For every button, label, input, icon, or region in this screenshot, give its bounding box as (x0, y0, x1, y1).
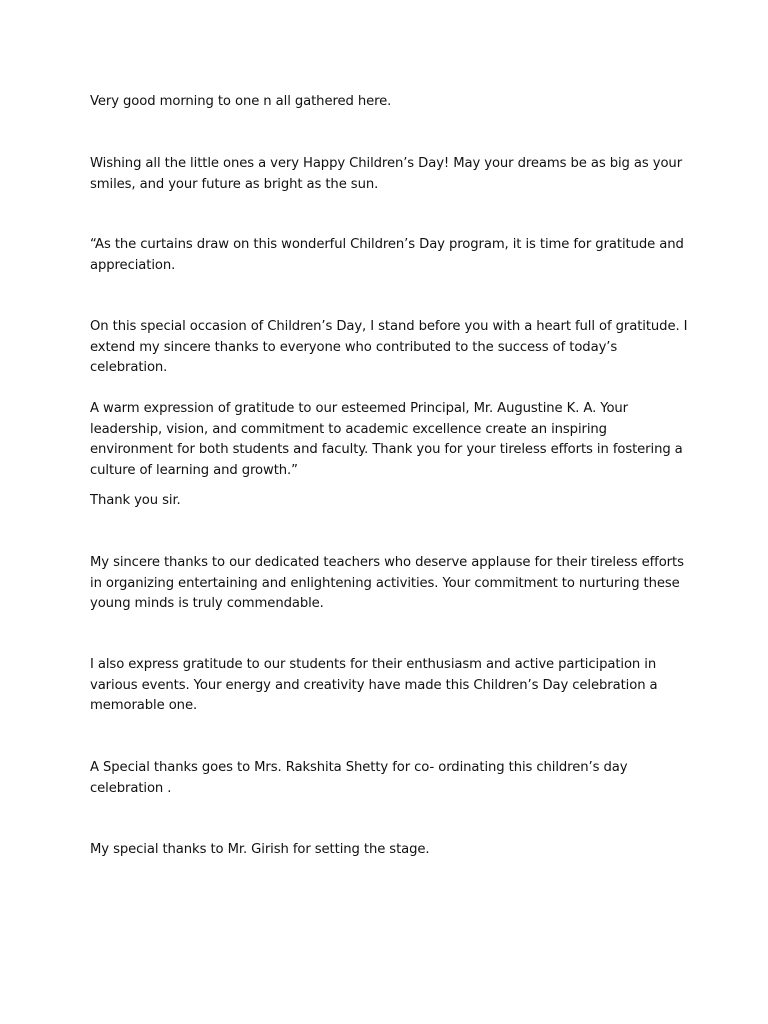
thank-you-sir-paragraph: Thank you sir. (90, 493, 181, 508)
coordinator-paragraph: A Special thanks goes to Mrs. Rakshita Shetty for co- ordinating this children’s day celebration . (90, 760, 628, 796)
occasion-paragraph: On this special occasion of Children’s Day, I stand before you with a heart full of gratitude. I extend my sincere thanks to everyone who contributed to the success of today’s celebration. (90, 319, 688, 375)
students-paragraph: I also express gratitude to our students for their enthusiasm and active participation in various events. Your energy and creativity have made this Children’s Day celebration a memorable one. (90, 657, 658, 713)
greeting-paragraph: Very good morning to one n all gathered here. (90, 94, 392, 109)
stage-thanks-paragraph: My special thanks to Mr. Girish for setting the stage. (90, 842, 430, 857)
principal-paragraph: A warm expression of gratitude to our esteemed Principal, Mr. Augustine K. A. Your leadership, vision, and commitment to academic excellence create an inspiring environment for both students and faculty. Thank you for your tireless efforts in fostering a culture of learning and growth.” (90, 401, 683, 478)
teachers-paragraph: My sincere thanks to our dedicated teachers who deserve applause for their tireless efforts in organizing entertaining and enlightening activities. Your commitment to nurturing these young minds is truly commendable. (90, 555, 684, 611)
wishes-paragraph: Wishing all the little ones a very Happy Children’s Day! May your dreams be as big as your smiles, and your future as bright as the sun. (90, 156, 683, 192)
program-paragraph: “As the curtains draw on this wonderful Children’s Day program, it is time for gratitude and appreciation. (90, 237, 684, 273)
